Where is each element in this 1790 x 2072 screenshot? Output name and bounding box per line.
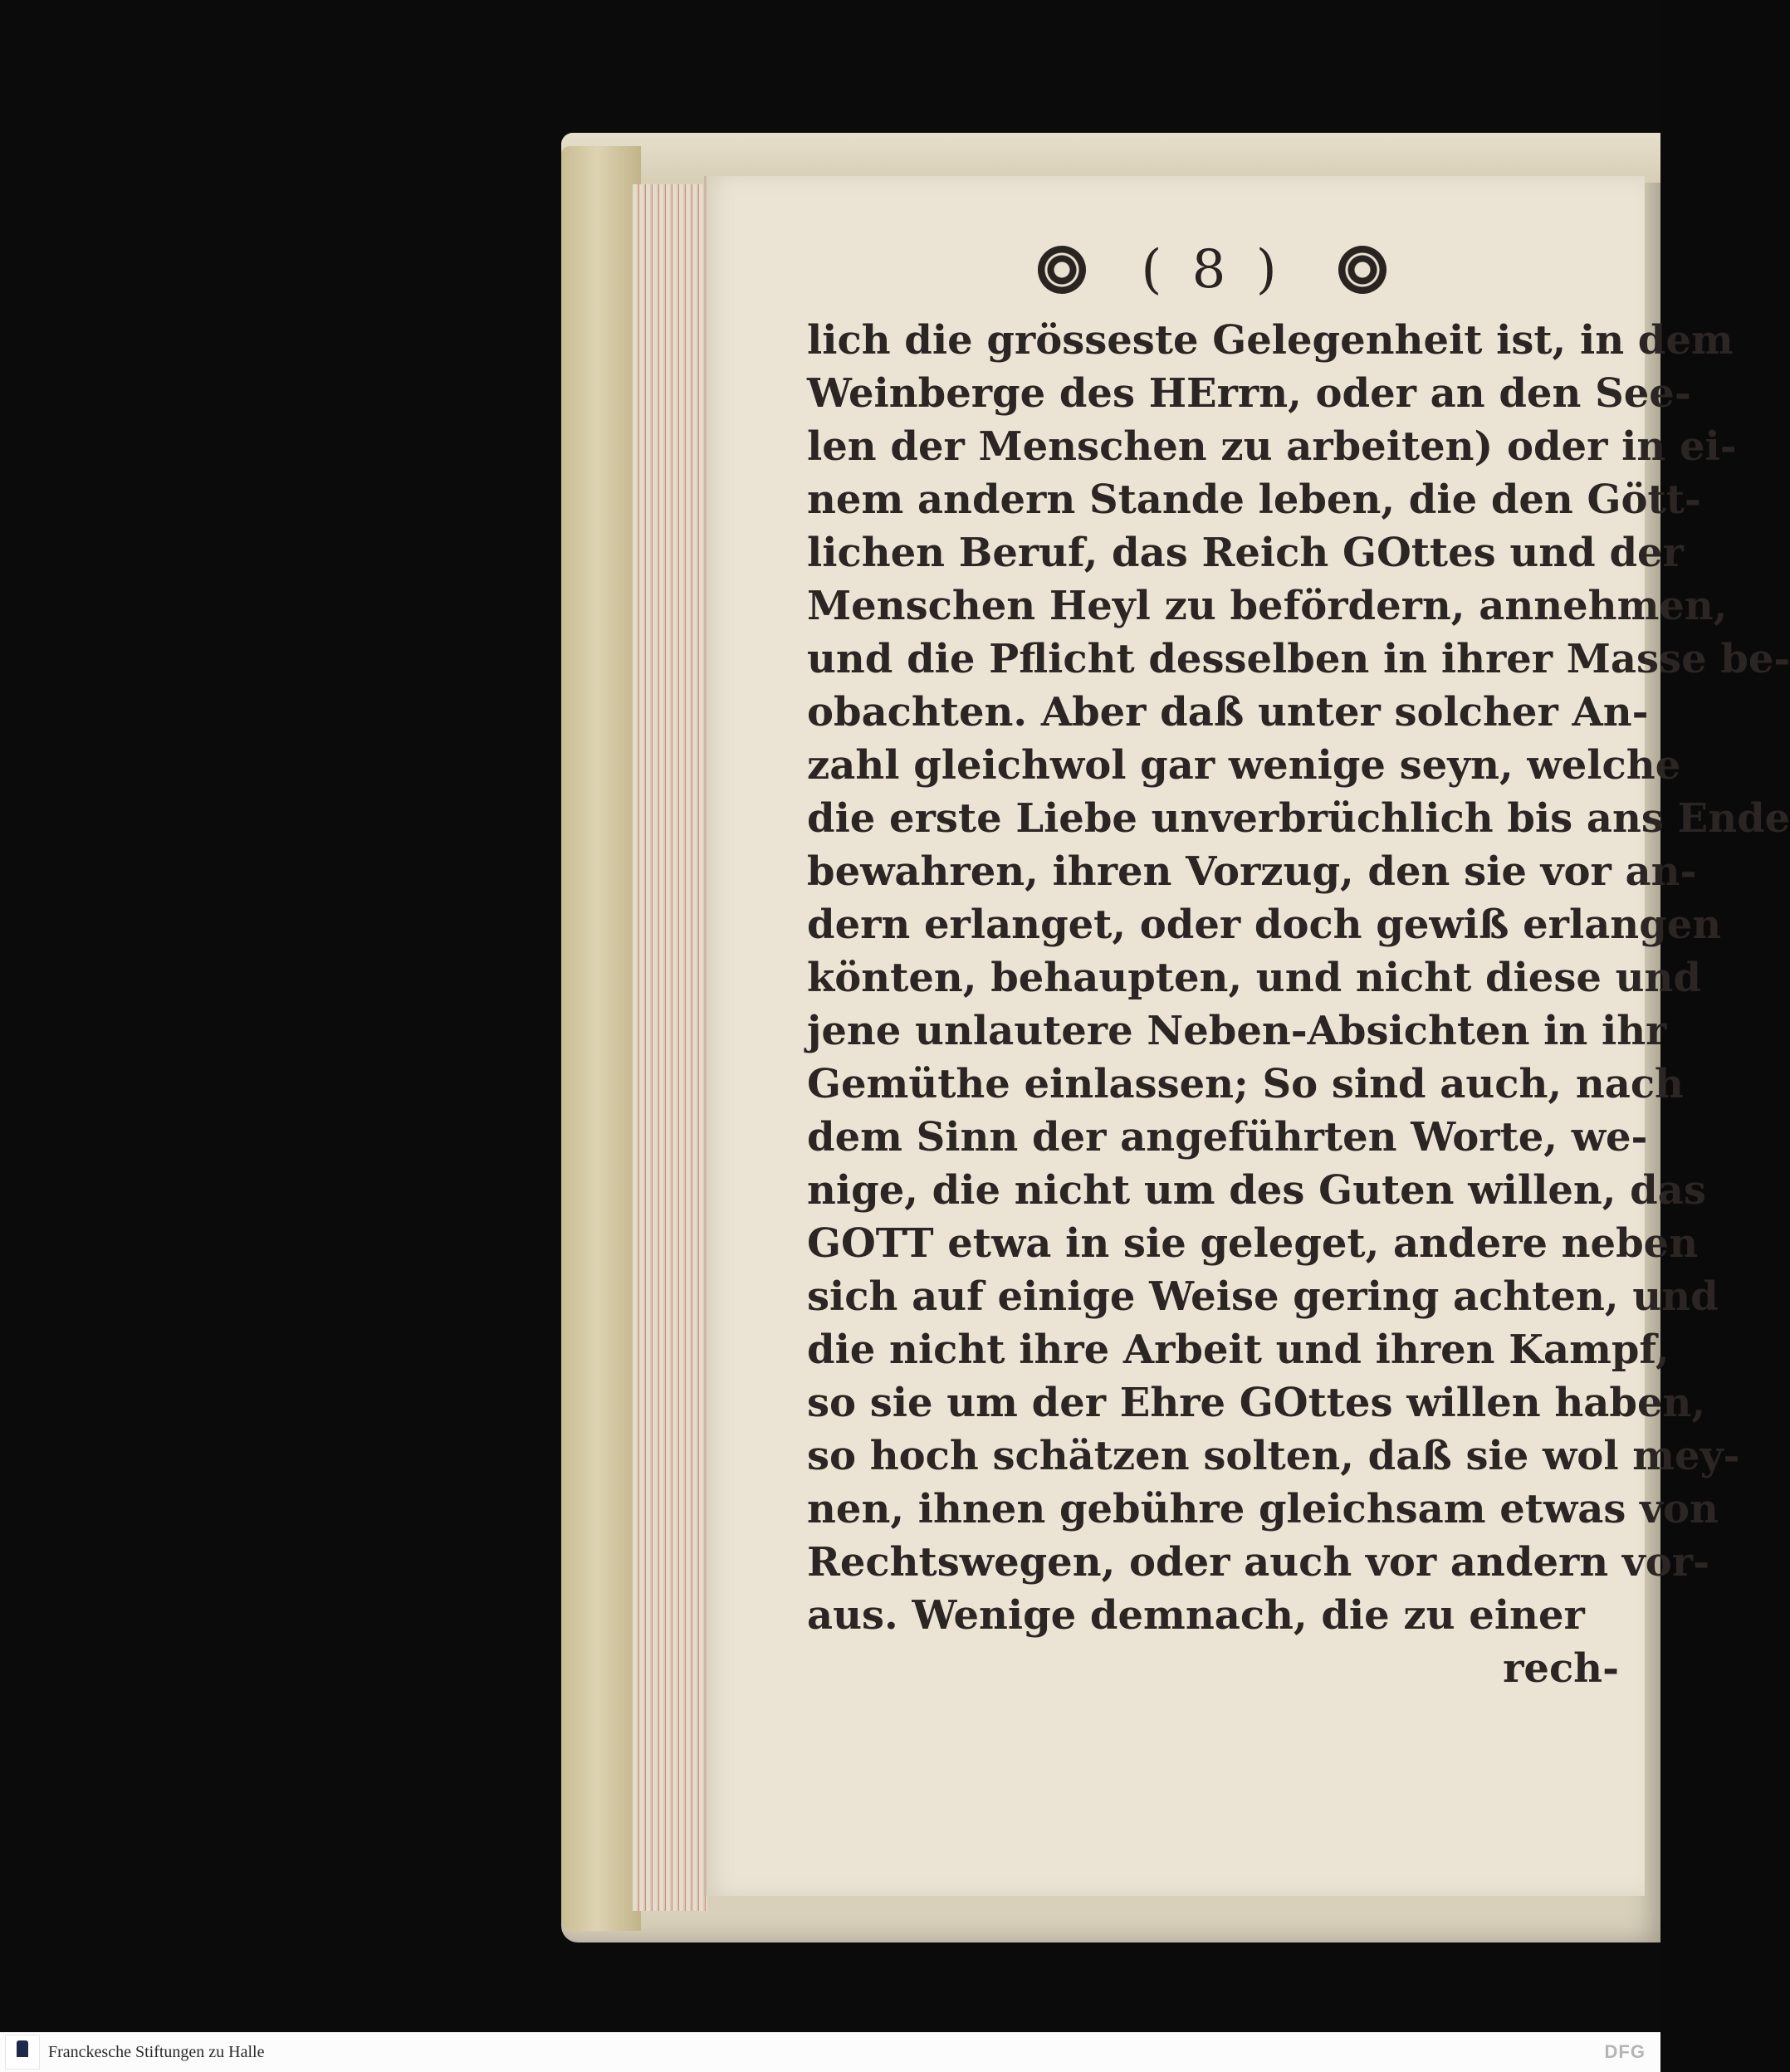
- text-line: nen, ihnen gebühre gleichsam etwas von: [807, 1486, 1719, 1532]
- text-line: die erste Liebe unverbrüchlich bis ans Ende: [807, 795, 1790, 842]
- text-line: und die Pflicht desselben in ihrer Masse be-: [807, 636, 1790, 682]
- institution-name[interactable]: Franckesche Stiftungen zu Halle: [48, 2042, 265, 2061]
- text-line: lichen Beruf, das Reich GOttes und der: [807, 530, 1684, 576]
- vellum-spine: [561, 146, 641, 1931]
- institution-logo-icon[interactable]: [5, 2035, 40, 2070]
- text-line: nem andern Stande leben, die den Gött-: [807, 476, 1701, 523]
- text-line: dern erlanget, oder doch gewiß erlangen: [807, 902, 1722, 948]
- text-line: bewahren, ihren Vorzug, den sie vor an-: [807, 848, 1697, 895]
- text-line: so sie um der Ehre GOttes willen haben,: [807, 1380, 1706, 1426]
- viewer-footer: [0, 2032, 1660, 2072]
- text-line: aus. Wenige demnach, die zu einer: [807, 1592, 1585, 1639]
- page-edges: [633, 184, 707, 1911]
- text-line: könten, behaupten, und nicht diese und: [807, 955, 1701, 1001]
- text-line: nige, die nicht um des Guten willen, das: [807, 1167, 1706, 1214]
- text-line: Gemüthe einlassen; So sind auch, nach: [807, 1061, 1684, 1107]
- body-text: [807, 314, 1790, 1695]
- cover-top-edge: [561, 133, 1660, 183]
- text-line: jene unlautere Neben-Absichten in ihr: [807, 1008, 1667, 1054]
- flower-ornament-icon: [1338, 246, 1387, 294]
- text-line: GOTT etwa in sie geleget, andere neben: [807, 1220, 1699, 1267]
- text-line: obachten. Aber daß unter solcher An-: [807, 689, 1649, 735]
- text-line: Menschen Heyl zu befördern, annehmen,: [807, 583, 1728, 629]
- text-line: dem Sinn der angeführten Worte, we-: [807, 1114, 1648, 1161]
- text-line: Rechtswegen, oder auch vor andern vor-: [807, 1539, 1710, 1586]
- text-line: so hoch schätzen solten, daß sie wol mey-: [807, 1433, 1740, 1479]
- page-header: [1038, 237, 1387, 303]
- text-line: Weinberge des HErrn, oder an den See-: [807, 370, 1691, 417]
- text-line: zahl gleichwol gar wenige seyn, welche: [807, 742, 1681, 789]
- text-line: len der Menschen zu arbeiten) oder in ei-: [807, 423, 1737, 470]
- text-line: die nicht ihre Arbeit und ihren Kampf,: [807, 1327, 1670, 1373]
- text-line: sich auf einige Weise gering achten, und: [807, 1273, 1719, 1320]
- flower-ornament-icon: [1038, 246, 1086, 294]
- dfg-logo[interactable]: DFG: [1604, 2041, 1646, 2062]
- footer-left: [0, 2035, 264, 2070]
- text-line: lich die grösseste Gelegenheit ist, in dem: [807, 317, 1734, 364]
- page-number: ( 8 ): [1141, 239, 1284, 301]
- catchword: rech-: [1503, 1645, 1619, 1692]
